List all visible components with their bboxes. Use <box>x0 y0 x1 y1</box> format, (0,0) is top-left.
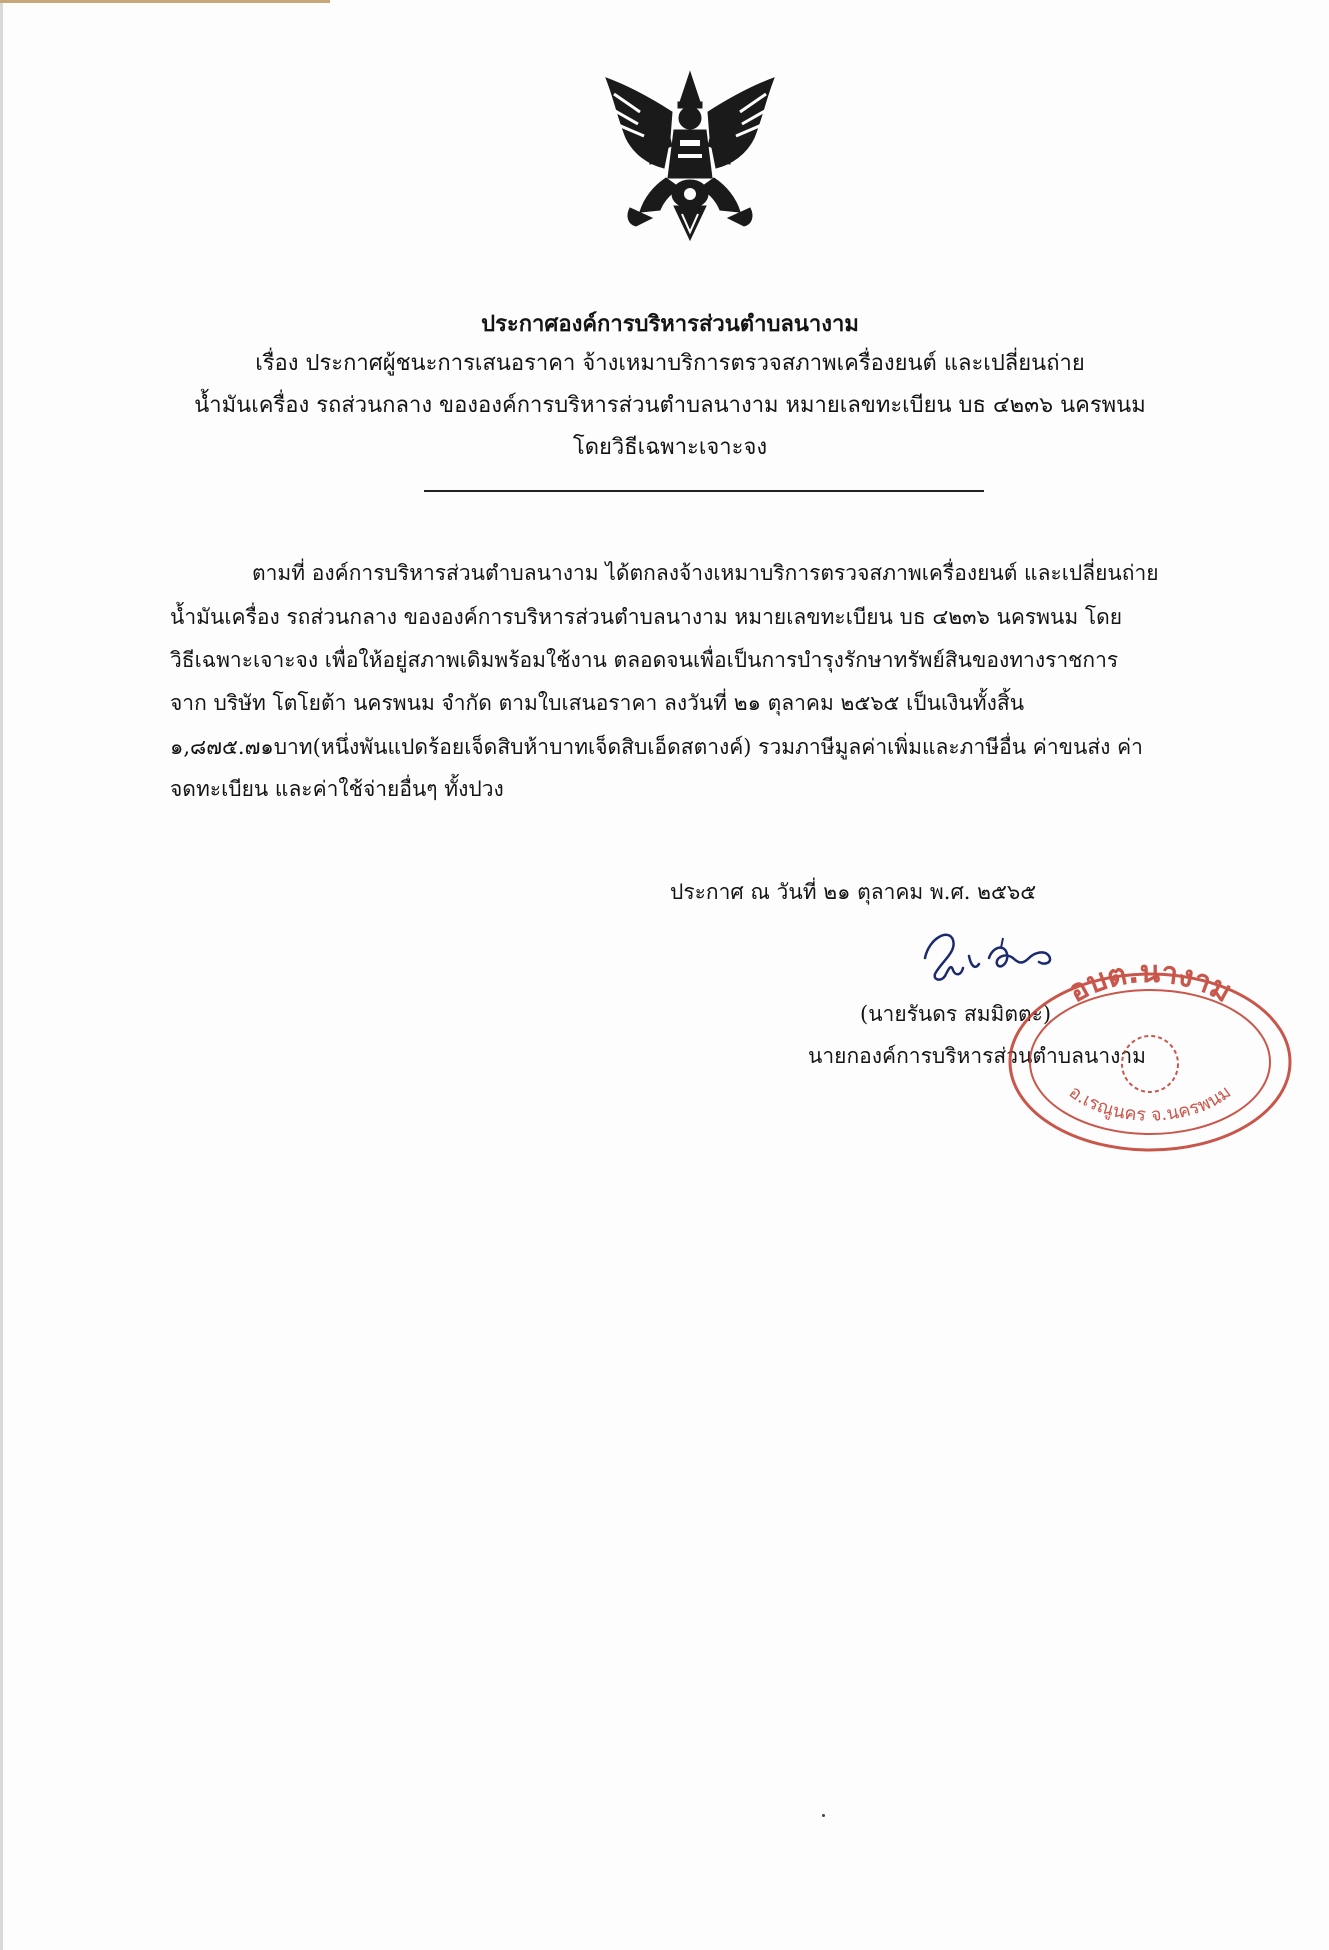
official-stamp-icon <box>1000 952 1300 1152</box>
heading-divider <box>424 490 984 492</box>
stray-mark <box>822 1814 825 1817</box>
body-line-3: วิธีเฉพาะเจาะจง เพื่อให้อยู่สภาพเดิมพร้อมใช้งาน ตลอดจนเพื่อเป็นการบำรุงรักษาทรัพย์สินของทางราชการ <box>170 648 1119 672</box>
document-title: ประกาศองค์การบริหารส่วนตำบลนางาม <box>481 311 859 337</box>
signer-title: นายกองค์การบริหารส่วนตำบลนางาม <box>808 1044 1147 1068</box>
body-line-6: จดทะเบียน และค่าใช้จ่ายอื่นๆ ทั้งปวง <box>170 777 504 801</box>
page-edge <box>0 0 3 1950</box>
subject-line-1: เรื่อง ประกาศผู้ชนะการเสนอราคา จ้างเหมาบริการตรวจสภาพเครื่องยนต์ และเปลี่ยนถ่าย <box>255 351 1085 376</box>
body-line-2: น้ำมันเครื่อง รถส่วนกลาง ขององค์การบริหารส่วนตำบลนางาม หมายเลขทะเบียน บธ ๔๒๓๖ นครพนม โดย <box>170 605 1123 629</box>
signer-name: (นายรันดร สมมิตตะ) <box>860 1002 1052 1026</box>
subject-line-3: โดยวิธีเฉพาะเจาะจง <box>572 435 768 460</box>
top-edge-mark <box>0 0 330 3</box>
garuda-emblem-icon <box>600 68 780 248</box>
subject-line-2: น้ำมันเครื่อง รถส่วนกลาง ขององค์การบริหารส่วนตำบลนางาม หมายเลขทะเบียน บธ ๔๒๓๖ นครพนม <box>194 393 1146 418</box>
announcement-date: ประกาศ ณ วันที่ ๒๑ ตุลาคม พ.ศ. ๒๕๖๕ <box>670 880 1037 904</box>
body-line-5: ๑,๘๗๕.๗๑บาท(หนึ่งพันแปดร้อยเจ็ดสิบห้าบาทเจ็ดสิบเอ็ดสตางค์) รวมภาษีมูลค่าเพิ่มและภาษีอื่น ค่าขนส่ง ค่า <box>170 735 1143 759</box>
svg-text:อบต.นางาม: อบต.นางาม <box>1062 955 1238 1010</box>
body-line-4: จาก บริษัท โตโยต้า นครพนม จำกัด ตามใบเสนอราคา ลงวันที่ ๒๑ ตุลาคม ๒๕๖๕ เป็นเงินทั้งสิ้น <box>170 691 1025 715</box>
svg-text:อ.เรณูนคร จ.นครพนม: อ.เรณูนคร จ.นครพนม <box>1064 1081 1236 1126</box>
body-line-1: ตามที่ องค์การบริหารส่วนตำบลนางาม ได้ตกลงจ้างเหมาบริการตรวจสภาพเครื่องยนต์ และเปลี่ยนถ่าย <box>252 561 1159 585</box>
